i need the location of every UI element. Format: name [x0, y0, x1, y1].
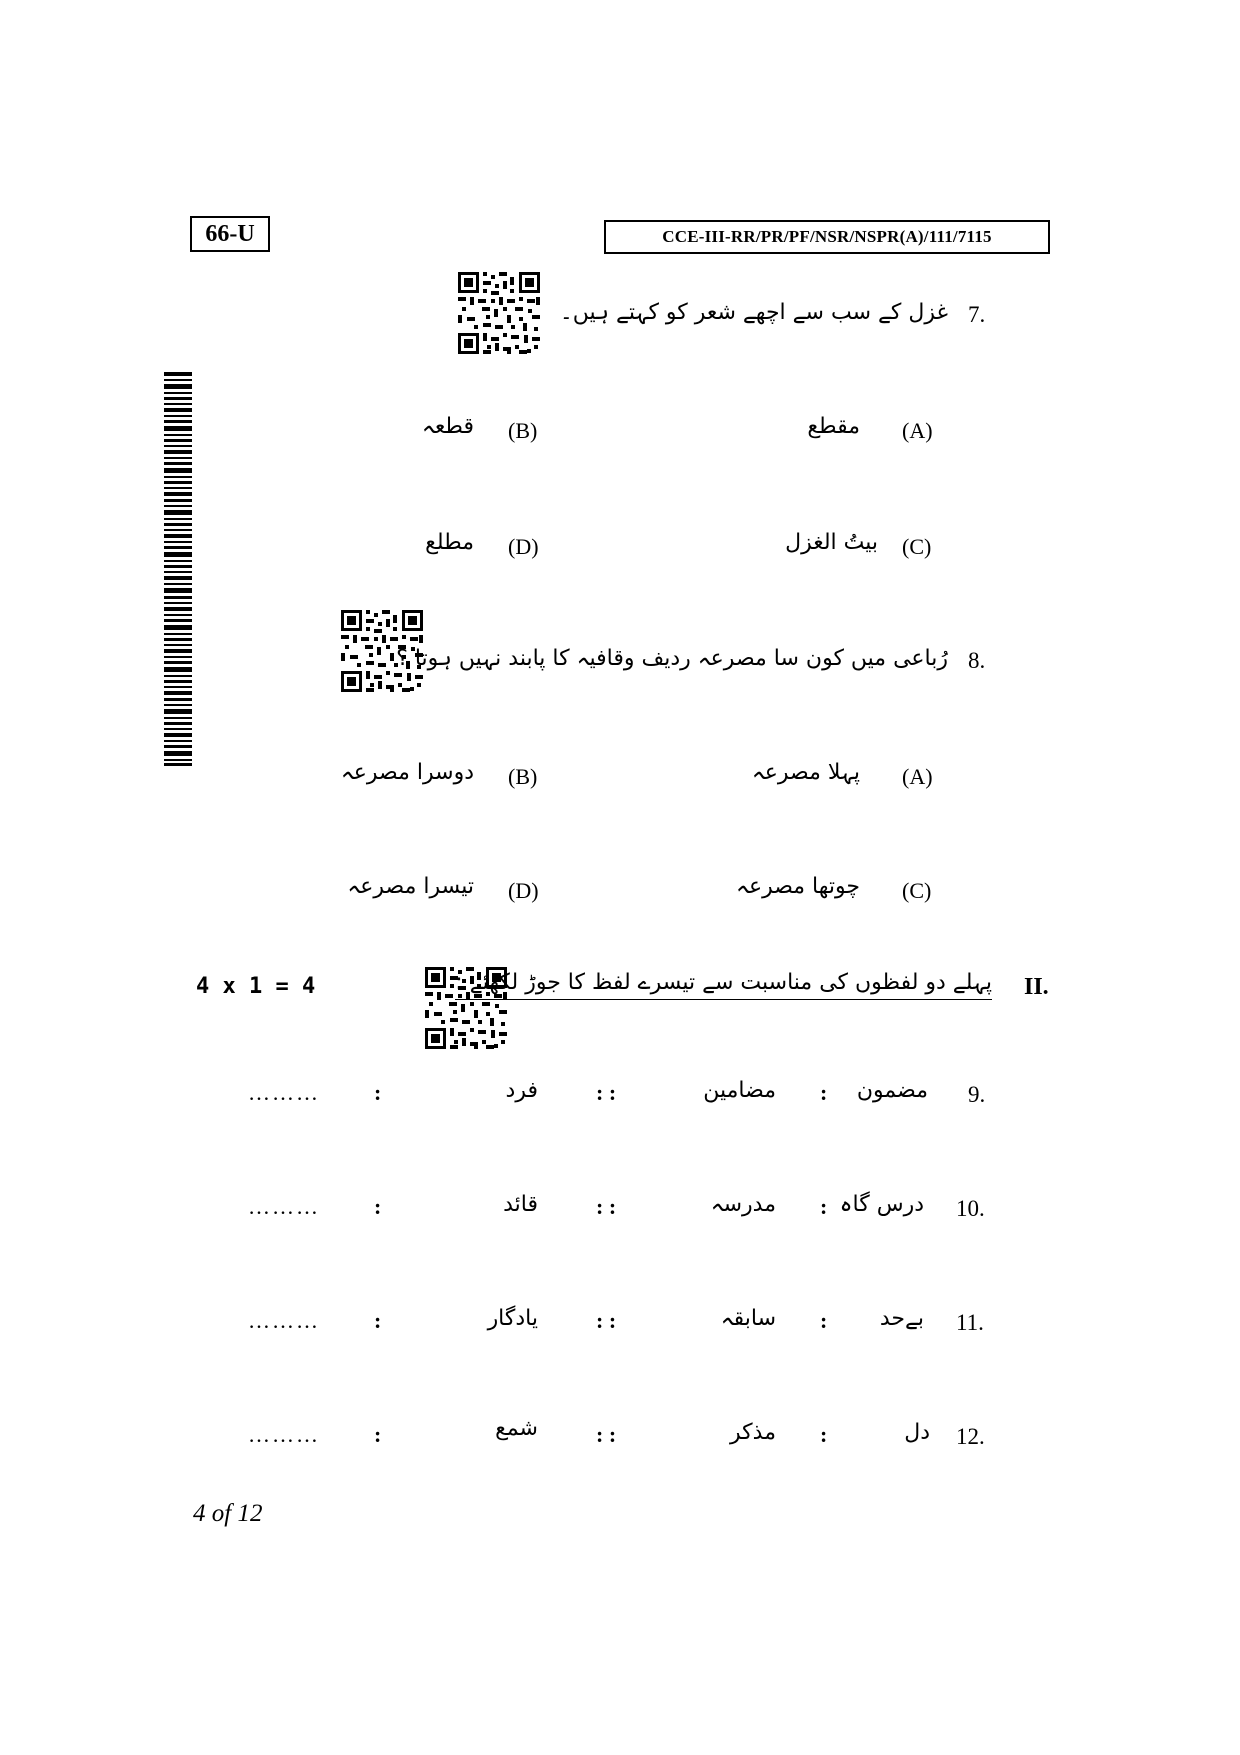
q8-option-b-label: (B)	[508, 764, 538, 789]
q8-option-a-label: (A)	[902, 764, 933, 789]
item-12-blank: ………	[248, 1422, 320, 1447]
q7-option-b-label: (B)	[508, 418, 538, 443]
item-9-colon-2: :	[374, 1080, 382, 1105]
item-9-colon-1: :	[820, 1080, 828, 1105]
question-8-number: 8.	[968, 648, 986, 673]
item-10-word-3: قائد	[503, 1192, 538, 1217]
item-11-word-3: یادگار	[487, 1306, 538, 1331]
exam-code: CCE-III-RR/PR/PF/NSR/NSPR(A)/111/7115	[604, 220, 1050, 254]
item-11-number: 11.	[956, 1310, 984, 1335]
item-11-word-1: بےحد	[879, 1306, 924, 1331]
q7-option-a-text: مقطع	[807, 414, 860, 439]
question-8-text: رُباعی میں کون سا مصرعہ ردیف وقافیہ کا پابند نہیں ہوتا ؟	[396, 646, 948, 671]
item-11-colon-2: :	[374, 1308, 382, 1333]
item-9-word-2: مضامین	[703, 1078, 776, 1103]
item-9-blank: ………	[248, 1080, 320, 1105]
item-10-word-2: مدرسہ	[710, 1192, 776, 1217]
section-marks: 4 x 1 = 4	[196, 974, 316, 999]
q8-option-c-label: (C)	[902, 878, 932, 903]
q8-option-c-text: چوتھا مصرعہ	[736, 874, 860, 899]
item-10-blank: ………	[248, 1194, 320, 1219]
item-9-word-3: فرد	[505, 1078, 538, 1103]
item-11-word-2: سابقہ	[720, 1306, 776, 1331]
item-11-double-colon: : :	[596, 1308, 617, 1333]
q7-option-c-text: بیتُ الغزل	[785, 530, 878, 555]
item-11-colon-1: :	[820, 1308, 828, 1333]
item-12-colon-2: :	[374, 1422, 382, 1447]
item-10-colon-2: :	[374, 1194, 382, 1219]
section-roman-numeral: II.	[1024, 974, 1049, 1000]
paper-code: 66-U	[190, 216, 270, 252]
item-12-colon-1: :	[820, 1422, 828, 1447]
q8-option-b-text: دوسرا مصرعہ	[340, 760, 474, 785]
q7-option-a-label: (A)	[902, 418, 933, 443]
qr-code-q7	[458, 272, 540, 354]
item-12-word-2: مذکر	[730, 1420, 776, 1445]
q7-option-d-label: (D)	[508, 534, 539, 559]
q7-option-c-label: (C)	[902, 534, 932, 559]
item-11-blank: ………	[248, 1308, 320, 1333]
item-9-word-1: مضمون	[856, 1078, 928, 1103]
item-12-word-3: شمع	[495, 1416, 538, 1441]
item-12-double-colon: : :	[596, 1422, 617, 1447]
question-7-number: 7.	[968, 302, 986, 327]
page-number: 4 of 12	[193, 1500, 263, 1527]
item-10-double-colon: : :	[596, 1194, 617, 1219]
item-10-number: 10.	[956, 1196, 985, 1221]
q7-option-b-text: قطعہ	[421, 414, 474, 439]
question-7-text: غزل کے سب سے اچھے شعر کو کہتے ہیں۔	[559, 300, 948, 325]
q8-option-a-text: پہلا مصرعہ	[751, 760, 860, 785]
item-12-number: 12.	[956, 1424, 985, 1449]
barcode-graphic	[164, 372, 192, 766]
item-10-word-1: درس گاہ	[839, 1192, 924, 1217]
q7-option-d-text: مطلع	[425, 530, 474, 555]
item-9-number: 9.	[968, 1082, 986, 1107]
q8-option-d-label: (D)	[508, 878, 539, 903]
section-instruction: پہلے دو لفظوں کی مناسبت سے تیسرے لفظ کا جوڑ لکھئے :	[455, 970, 992, 1000]
item-10-colon-1: :	[820, 1194, 828, 1219]
item-9-double-colon: : :	[596, 1080, 617, 1105]
item-12-word-1: دل	[904, 1420, 930, 1445]
q8-option-d-text: تیسرا مصرعہ	[347, 874, 474, 899]
